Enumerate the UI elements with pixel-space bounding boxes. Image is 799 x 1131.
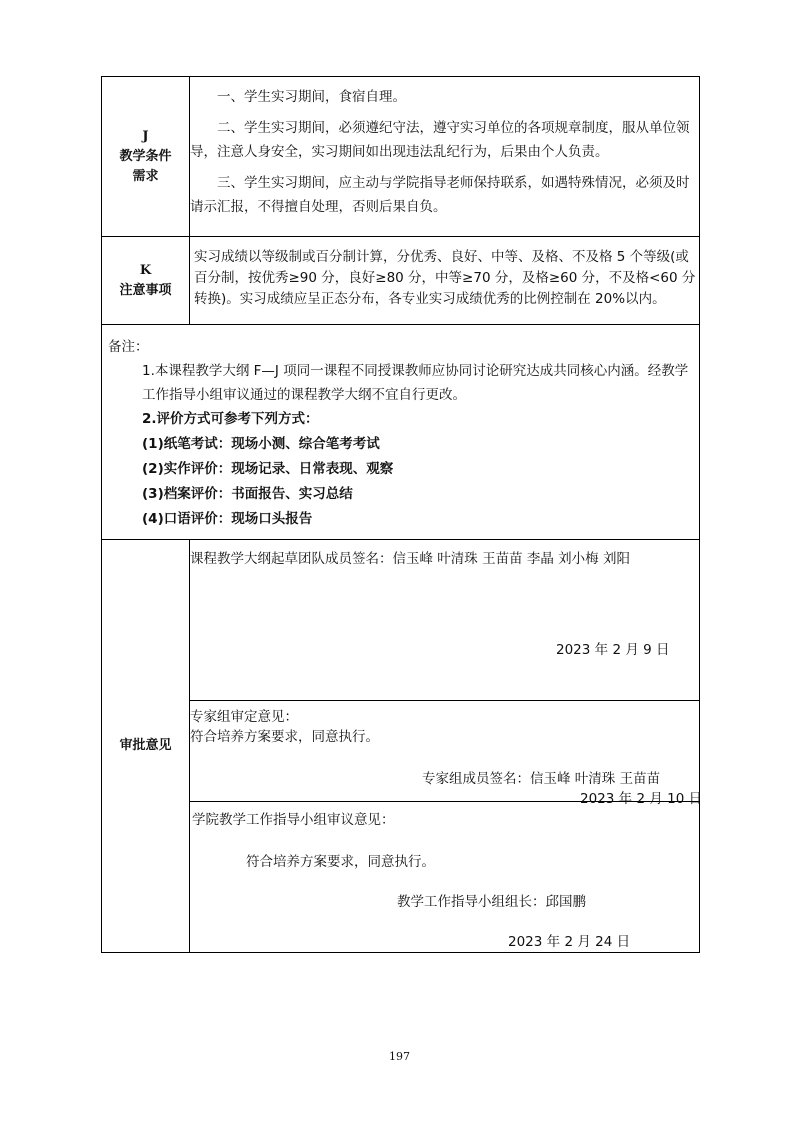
row-notes [102,325,700,540]
expert-date: 2023 年 2 月 10 日 [580,791,703,807]
teaching-conditions-content [190,77,700,237]
notes-heading: 备注： [108,339,149,355]
row-expert [102,701,700,802]
expert-cell [190,701,703,807]
method-paper-exam: (1)纸笔考试：现场小测、综合笔考考试 [142,436,380,452]
college-opinion: 符合培养方案要求，同意执行。 [246,854,435,870]
row-drafters [102,540,700,701]
expert-heading: 专家组审定意见： [190,709,298,725]
section-code-j: J [142,128,149,144]
expert-signature: 专家组成员签名：信玉峰 叶清珠 王苗苗 [422,771,661,787]
notes-content [102,325,700,540]
page-number: 197 [389,1050,410,1063]
college-heading: 学院教学工作指导小组审议意见： [192,812,395,828]
syllabus-table [101,76,703,953]
method-oral: (4)口语评价：现场口头报告 [142,511,313,527]
label-teaching-conditions [102,77,190,237]
notes-item-1-text: 1.本课程教学大纲 F—J 项同一课程不同授课教师应协同讨论研究达成共同核心内涵。经教学工作指导小组审议通过的课程教学大纲不宜自行更改。 [142,363,689,403]
notes-item-1 [108,359,695,407]
drafters-date: 2023 年 2 月 9 日 [556,642,670,658]
method-portfolio: (3)档案评价：书面报告、实习总结 [142,486,353,502]
label-notice [102,237,190,325]
notes-item-2: 2.评价方式可参考下列方式： [142,411,319,427]
drafters-cell [190,540,700,701]
condition-paragraph-1: 一、学生实习期间，食宿自理。 [217,89,406,105]
label-line1: 教学条件 [119,148,172,164]
row-notice [102,237,700,325]
expert-opinion: 符合培养方案要求，同意执行。 [190,729,379,745]
label-line2: 需求 [132,168,159,184]
notice-content [190,237,700,325]
college-leader: 教学工作指导小组组长：邱国鹏 [397,894,586,910]
drafters-signatures: 课程教学大纲起草团队成员签名：信玉峰 叶清珠 王苗苗 李晶 刘小梅 刘阳 [190,551,630,567]
label-notice-text: 注意事项 [119,282,172,298]
section-code-k: K [139,262,152,278]
method-practical: (2)实作评价：现场记录、日常表现、观察 [142,461,394,477]
grading-text: 实习成绩以等级制或百分制计算，分优秀、良好、中等、及格、不及格 5 个等级(或百分制，按优秀≥90 分，良好≥80 分，中等≥70 分，及格≥60 分，不及格<60 分转换)。实习成绩应呈正态分布，各专业实习成绩优秀的比例控制在 20%以内。 [194,249,696,307]
college-date: 2023 年 2 月 24 日 [508,934,631,950]
college-cell [190,802,700,953]
condition-paragraph-2: 二、学生实习期间，必须遵纪守法，遵守实习单位的各项规章制度，服从单位领导，注意人身安全，实习期间如出现违法乱纪行为，后果由个人负责。 [190,120,690,160]
label-approval: 审批意见 [102,540,190,953]
condition-paragraph-3: 三、学生实习期间，应主动与学院指导老师保持联系，如遇特殊情况，必须及时请示汇报，不得擅自处理，否则后果自负。 [190,175,690,215]
row-teaching-conditions [102,77,700,237]
row-college [102,802,700,953]
